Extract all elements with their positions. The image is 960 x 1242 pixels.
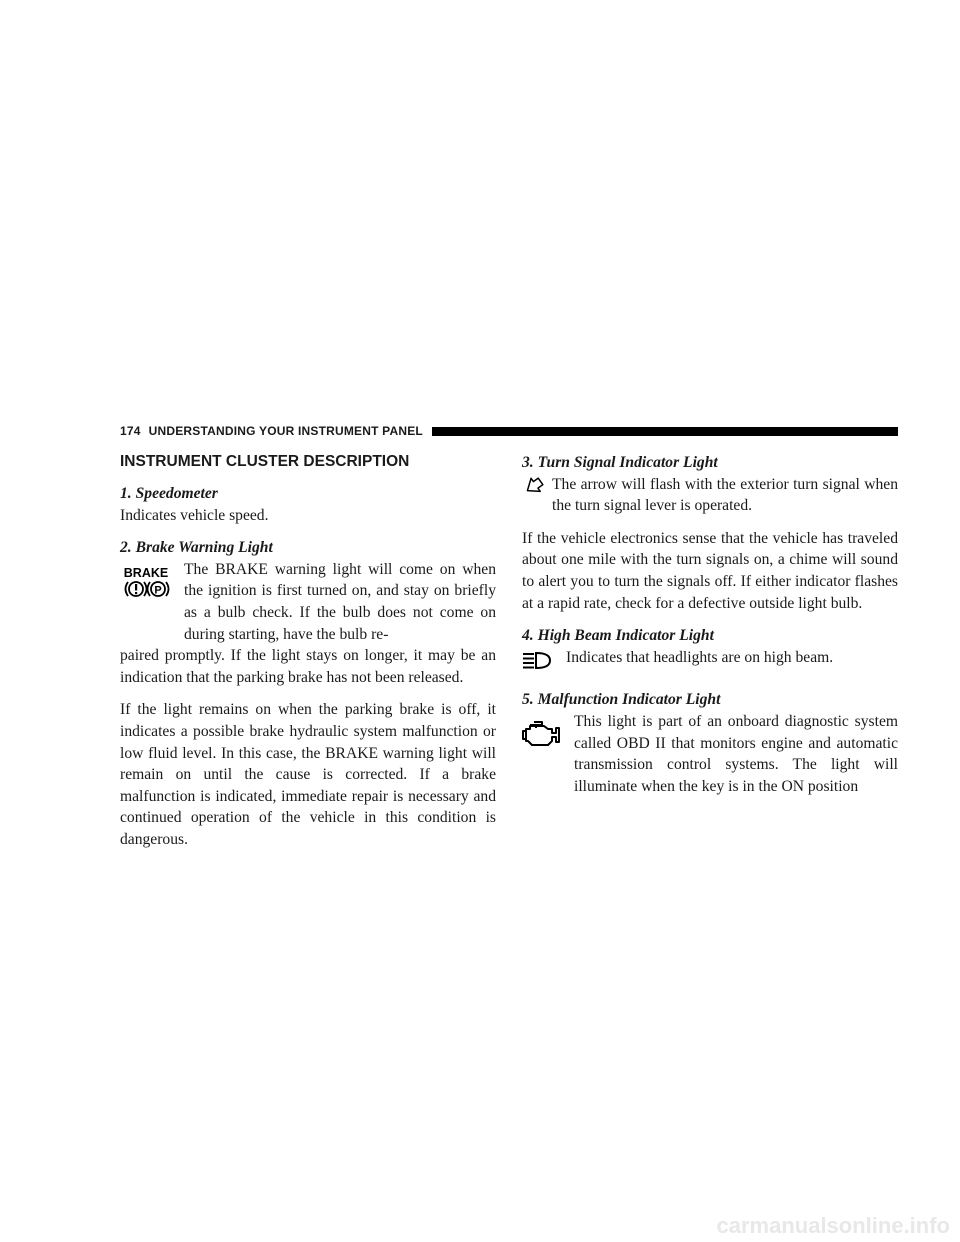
malfunction-block xyxy=(522,711,898,797)
check-engine-icon xyxy=(522,719,560,747)
turn-signal-text: The arrow will flash with the exterior turn signal when the turn signal lever is operated. xyxy=(552,475,898,515)
turn-signal-title: 3. Turn Signal Indicator Light xyxy=(522,454,718,471)
watermark: carmanualsonline.info xyxy=(716,1213,950,1238)
high-beam-text: Indicates that headlights are on high beam. xyxy=(566,648,834,666)
brake-warning-icon xyxy=(120,565,172,599)
high-beam-title: 4. High Beam Indicator Light xyxy=(522,627,714,645)
brake-warning-block xyxy=(120,559,496,645)
header-rule xyxy=(432,427,898,436)
turn-signal-arrow-icon xyxy=(524,476,544,496)
malfunction-text: This light is part of an onboard diagnostic system called OBD II that monitors engine and automatic transmission control systems. The light will illuminate when the key is in the ON position xyxy=(574,712,898,795)
brake-warning-text: The BRAKE warning light will come on when the ignition is first turned on, and stay on briefly as a bulb check. If the bulb does not come on during starting, have the bulb re- xyxy=(184,560,496,643)
section-title: UNDERSTANDING YOUR INSTRUMENT PANEL xyxy=(148,424,423,438)
brake-warning-continued: paired promptly. If the light stays on longer, it may be an indication that the parking brake has not been released. xyxy=(120,647,496,686)
brake-warning-para2: If the light remains on when the parking brake is off, it indicates a possible brake hydraulic system malfunction or low fluid level. In this case, the BRAKE warning light will remain on until the cause is corrected. If a brake malfunction is indicated, immediate repair is necessary and continued operation of the vehicle in this condition is dangerous. xyxy=(120,701,496,848)
speedometer-title: 1. Speedometer xyxy=(120,485,218,502)
svg-text:P: P xyxy=(154,584,162,597)
brake-warning-title: 2. Brake Warning Light xyxy=(120,539,273,557)
brake-icon-text: BRAKE xyxy=(123,565,169,580)
turn-signal-para2: If the vehicle electronics sense that the vehicle has traveled about one mile with the turn signals on, a chime will sound to alert you to turn the signals off. If either indicator flashes at a rapid rate, check for a defective outside light bulb. xyxy=(522,529,898,612)
section-heading: INSTRUMENT CLUSTER DESCRIPTION xyxy=(120,453,410,470)
turn-signal-block xyxy=(522,474,898,517)
malfunction-title: 5. Malfunction Indicator Light xyxy=(522,691,721,709)
right-column xyxy=(522,452,898,797)
page-number: 174 xyxy=(120,424,141,438)
left-column xyxy=(120,452,496,851)
page-header xyxy=(120,423,898,439)
high-beam-icon xyxy=(522,651,552,669)
high-beam-block xyxy=(522,647,898,669)
speedometer-text: Indicates vehicle speed. xyxy=(120,506,269,524)
